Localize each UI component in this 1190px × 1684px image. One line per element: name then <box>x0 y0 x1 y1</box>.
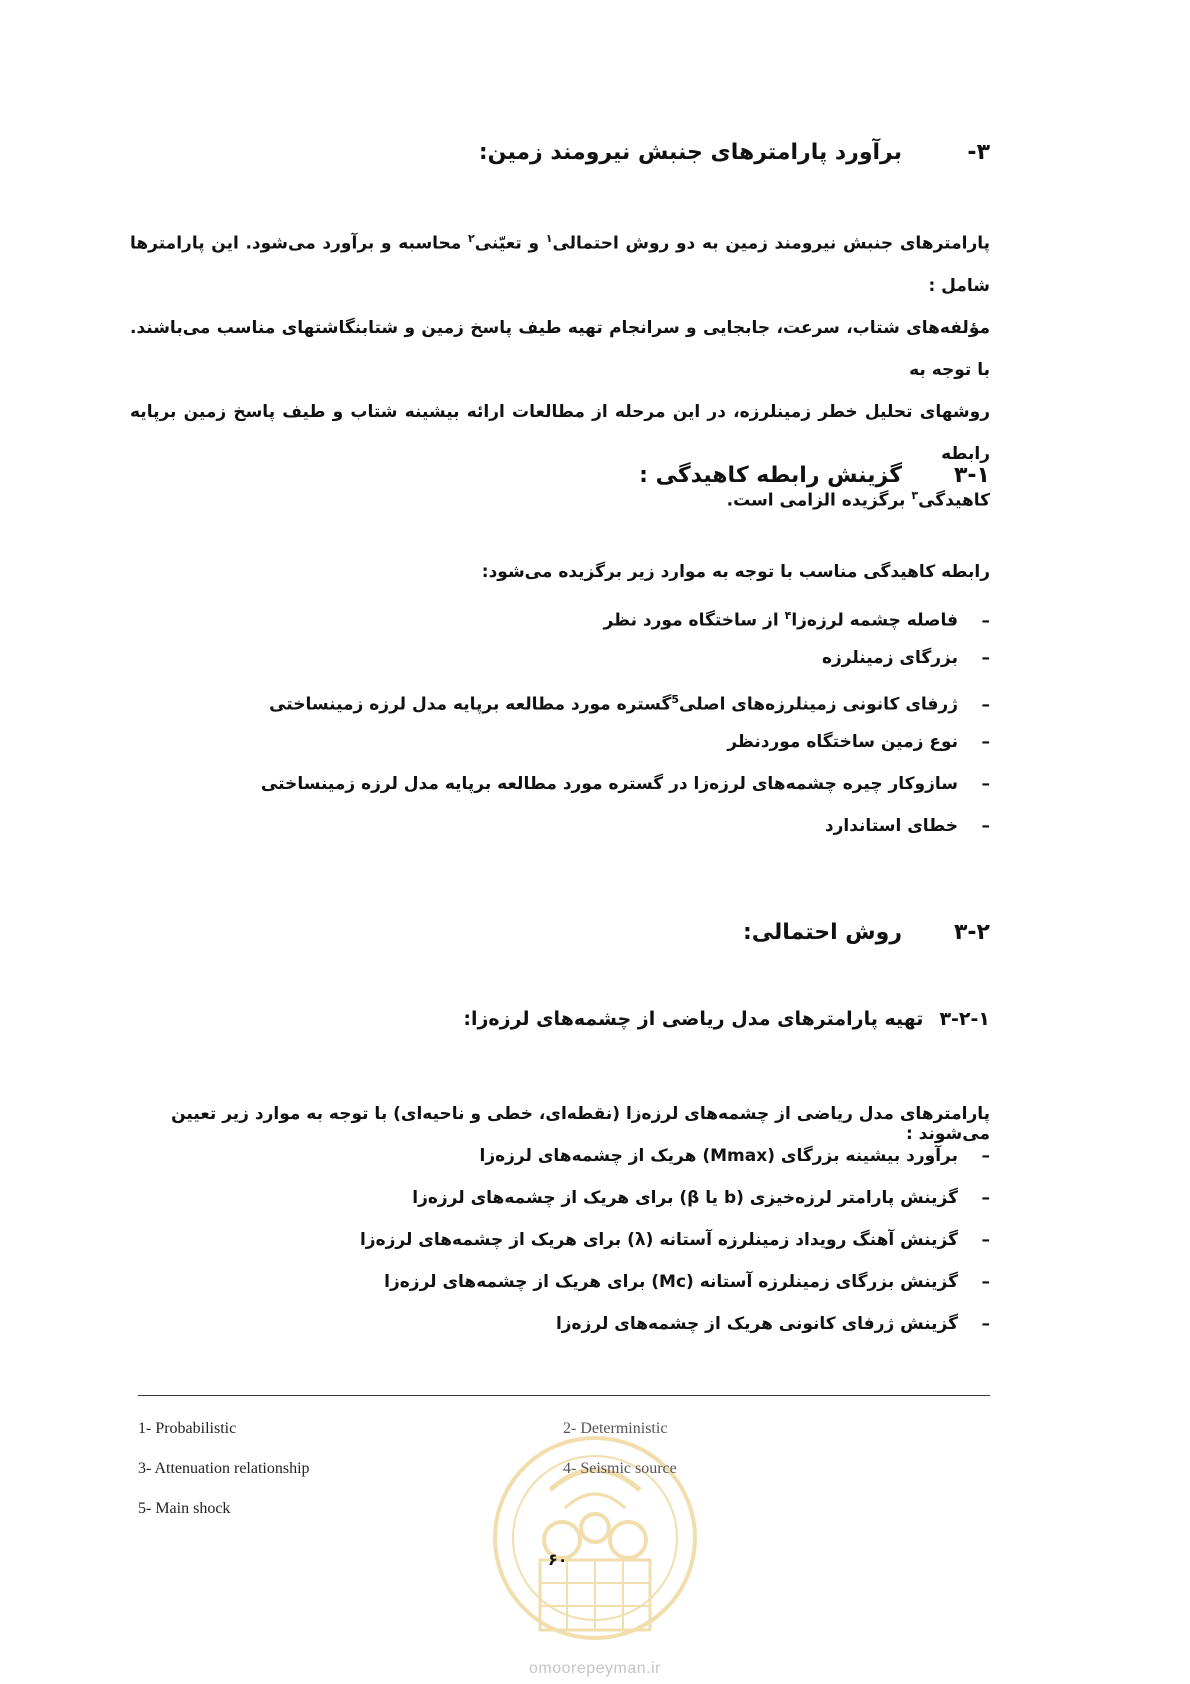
list-item: –ژرفای کانونی زمینلرزه‌های اصلی$^5$گستره مورد مطالعه برپایه مدل لرزه زمینساختی <box>269 693 990 715</box>
list-item: –گزینش بزرگای زمینلرزه آستانه (Mc) برای هریک از چشمه‌های لرزه‌زا <box>384 1272 990 1292</box>
list-item: –گزینش آهنگ رویداد زمینلرزه آستانه (λ) برای هریک از چشمه‌های لرزه‌زا <box>359 1230 990 1250</box>
footnotes <box>138 1420 738 1540</box>
list-item: –برآورد بیشینه بزرگای (Mmax) هریک از چشمه‌های لرزه‌زا <box>479 1146 990 1166</box>
subsection-title: روش احتمالی: <box>742 920 902 945</box>
footnote-row <box>138 1460 738 1500</box>
subsubsection-title: تهیه پارامترهای مدل ریاضی از چشمه‌های لرزه‌زا: <box>463 1008 924 1030</box>
subsubsection-heading <box>130 1008 990 1030</box>
footnote-row <box>138 1500 738 1540</box>
subsection-intro: پارامترهای مدل ریاضی از چشمه‌های لرزه‌زا (نقطه‌ای، خطی و ناحیه‌ای) با توجه به موارد زیر تعیین می‌شوند : <box>171 1104 990 1144</box>
subsection-intro: رابطه کاهیدگی مناسب با توجه به موارد زیر برگزیده می‌شود: <box>481 562 990 582</box>
list-item: –گزینش پارامتر لرزه‌خیزی (b یا β) برای هریک از چشمه‌های لرزه‌زا <box>412 1188 990 1208</box>
watermark-url: omoorepeyman.ir <box>529 1660 661 1677</box>
footnote-ref: ۲ <box>468 232 475 245</box>
page-number: ۶۰ <box>548 1550 568 1569</box>
subsection-number: ۳-۱ <box>954 463 990 488</box>
subsection-number: ۳-۲ <box>954 920 990 945</box>
footnote-row <box>138 1420 738 1460</box>
section-title: برآورد پارامترهای جنبش نیرومند زمین: <box>478 140 902 165</box>
footnote: 1- Probabilistic <box>138 1420 237 1437</box>
footnote-separator <box>138 1395 990 1396</box>
section-heading <box>130 140 990 165</box>
list-item: –بزرگای زمینلرزه <box>821 648 990 668</box>
section-number: ۳- <box>967 140 990 165</box>
subsection-title: گزینش رابطه کاهیدگی : <box>639 463 902 488</box>
subsubsection-number: ۳-۲-۱ <box>939 1008 990 1030</box>
parameters-list <box>130 1135 990 1345</box>
footnote: 3- Attenuation relationship <box>138 1460 310 1477</box>
paragraph-line: پارامترهای جنبش نیرومند زمین به دو روش احتمالی$^۱$ و تعیّنی$^۲$ محاسبه و برآورد می‌شود. این پارامترها شامل : <box>130 232 990 296</box>
paragraph-line: مؤلفه‌های شتاب، سرعت، جابجایی و سرانجام تهیه طیف پاسخ زمین و شتابنگاشتهای مناسب می‌باشند. با توجه به <box>130 317 990 380</box>
criteria-list-container <box>130 595 990 847</box>
paragraph-line: کاهیدگی$^۳$ برگزیده الزامی است. <box>726 488 990 511</box>
list-item: –نوع زمین ساختگاه موردنظر <box>727 732 990 752</box>
list-item: –گزینش ژرفای کانونی هریک از چشمه‌های لرزه‌زا <box>555 1314 990 1334</box>
footnote-ref: ۴ <box>784 609 792 622</box>
list-item: –فاصله چشمه لرزه‌زا$^۴$ از ساختگاه مورد نظر <box>603 609 990 631</box>
criteria-list <box>130 595 990 847</box>
footnote: 2- Deterministic <box>563 1420 668 1437</box>
subsection-heading <box>130 920 990 945</box>
footnote: 5- Main shock <box>138 1500 231 1517</box>
footnote-ref: 5 <box>671 693 679 706</box>
subsection-heading <box>130 463 990 488</box>
list-item: –سازوکار چیره چشمه‌های لرزه‌زا در گستره مورد مطالعه برپایه مدل لرزه زمینساختی <box>260 774 990 794</box>
footnote-ref: ۳ <box>911 488 919 502</box>
list-item: –خطای استاندارد <box>824 816 990 836</box>
paragraph-line: روشهای تحلیل خطر زمینلرزه، در این مرحله از مطالعات ارائه بیشینه شتاب و طیف پاسخ زمین برپایه رابطه <box>130 401 990 464</box>
parameters-list-container <box>130 1135 990 1345</box>
footnote-ref: ۱ <box>545 232 553 245</box>
footnote: 4- Seismic source <box>563 1460 677 1477</box>
